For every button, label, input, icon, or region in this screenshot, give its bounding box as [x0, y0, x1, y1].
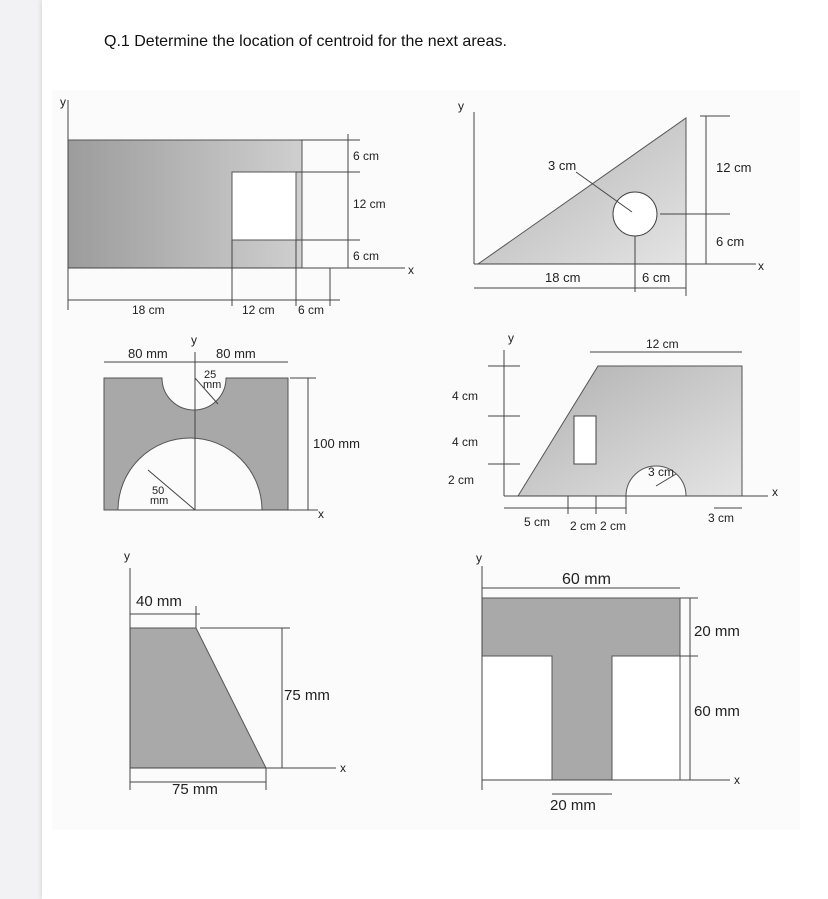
fig5-dim-75mm-height: 75 mm — [284, 687, 330, 704]
fig2-y-label: y — [458, 99, 464, 113]
fig4-dim-radius: 3 cm — [648, 465, 675, 479]
fig2-dim-6cm-bottom: 6 cm — [642, 270, 671, 285]
fig3-x-label: x — [318, 507, 324, 521]
fig4-y-label: y — [508, 331, 514, 345]
fig1-hole — [232, 172, 296, 240]
fig1-dim-18cm: 18 cm — [132, 303, 165, 317]
fig1-dim-12cm-bottom: 12 cm — [242, 303, 275, 317]
fig4-dim-4cm-top: 4 cm — [452, 389, 479, 403]
fig3-dim-80mm-left: 80 mm — [128, 346, 168, 361]
fig3-dim-25-unit: mm — [203, 379, 222, 391]
fig3-dim-50-unit: mm — [150, 495, 169, 507]
fig1-dim-6cm-bottom: 6 cm — [353, 249, 380, 263]
fig2-hole — [613, 192, 657, 236]
fig1-dim-6cm-right: 6 cm — [298, 303, 325, 317]
fig2-dim-radius: 3 cm — [548, 158, 577, 173]
fig2-dim-18cm: 18 cm — [545, 270, 581, 285]
fig3-dim-100mm: 100 mm — [313, 436, 360, 451]
fig4-x-label: x — [772, 485, 778, 499]
fig5-dim-75mm-base: 75 mm — [172, 781, 218, 798]
fig2-dim-12cm: 12 cm — [716, 160, 752, 175]
fig1-dim-6cm-top: 6 cm — [353, 149, 380, 163]
fig4-dim-3cm: 3 cm — [708, 511, 735, 525]
fig6-dim-60mm-top: 60 mm — [562, 571, 611, 588]
fig6-dim-20mm-bottom: 20 mm — [550, 797, 596, 814]
fig6-y-label: y — [476, 551, 482, 565]
fig2-x-label: x — [758, 259, 764, 273]
fig3-dim-80mm-right: 80 mm — [216, 346, 256, 361]
fig3-y-label: y — [191, 333, 197, 347]
fig1-dim-12cm: 12 cm — [353, 197, 386, 211]
fig6-dim-60mm-right: 60 mm — [694, 703, 740, 720]
fig1-x-label: x — [408, 263, 414, 277]
fig2-dim-6cm-right: 6 cm — [716, 234, 745, 249]
fig4-dim-2cm-b: 2 cm — [600, 519, 627, 533]
fig3-dim-50: 50 — [152, 485, 165, 497]
fig5-dim-40mm: 40 mm — [136, 593, 182, 610]
fig4-dim-4cm-middle: 4 cm — [452, 435, 479, 449]
fig6-x-label: x — [734, 773, 740, 787]
fig4-dim-5cm: 5 cm — [524, 515, 551, 529]
fig4-dim-12cm: 12 cm — [646, 337, 679, 351]
fig6-dim-20mm-right: 20 mm — [694, 623, 740, 640]
question-text: Q.1 Determine the location of centroid for the next areas. — [104, 33, 507, 50]
fig5-x-label: x — [340, 761, 346, 775]
fig1-y-label: y — [60, 95, 66, 109]
fig5-y-label: y — [124, 549, 130, 563]
fig4-dim-2cm: 2 cm — [448, 473, 475, 487]
fig4-dim-2cm-a: 2 cm — [570, 519, 597, 533]
fig3-dim-25: 25 — [204, 369, 217, 381]
fig4-hole — [574, 416, 596, 464]
